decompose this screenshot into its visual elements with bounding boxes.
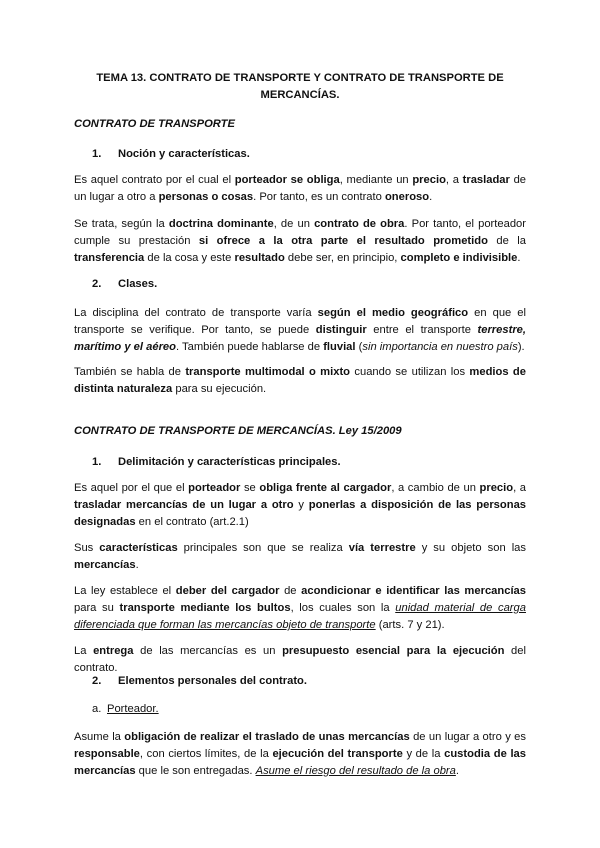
text-run: También se habla de [74, 366, 186, 378]
text-run: . Por tanto, el porteador cumple su prestación [74, 218, 526, 247]
text-run: ). [517, 341, 525, 353]
subsection-porteador [92, 701, 159, 718]
text-run: (arts. 7 y 21). [375, 619, 445, 631]
subheading-nocion [92, 146, 250, 163]
subsection-letter: a. [92, 703, 102, 715]
text-run: ponerlas a disposición de las personas designadas [74, 499, 527, 528]
text-run: . [455, 765, 459, 777]
text-run: Es aquel contrato por el cual el [74, 174, 235, 186]
subheading-clases [92, 276, 157, 293]
text-run: características [99, 542, 178, 554]
text-run: , de un [273, 218, 315, 230]
text-run: del contrato. [74, 645, 526, 674]
text-run: entrega [93, 645, 134, 657]
subheading-elementos-personales [92, 673, 307, 690]
text-run: sin importancia en nuestro país [362, 341, 518, 353]
subheading-number: 2. [92, 278, 102, 290]
text-run: en el contrato (art.2.1) [135, 516, 249, 528]
text-run: de un lugar a otro a [74, 174, 527, 203]
subheading-delimitacion [92, 454, 341, 471]
text-run: cuando se utilizan los [350, 366, 470, 378]
text-run: de las mercancías es un [133, 645, 283, 657]
paragraph-entrega [74, 643, 526, 677]
section-heading-contrato-transporte: CONTRATO DE TRANSPORTE [74, 118, 235, 130]
subheading-number: 1. [92, 456, 102, 468]
text-run: se [240, 482, 260, 494]
text-run: . [517, 252, 521, 264]
subheading-text: Elementos personales del contrato. [118, 675, 307, 687]
text-run: según el medio geográfico [317, 307, 469, 319]
text-run: , los cuales son la [290, 602, 396, 614]
text-run: Se trata, según la [74, 218, 169, 230]
text-run: fluvial [323, 341, 356, 353]
text-run: Asume el riesgo del resultado de la obra [255, 765, 456, 777]
document-title: TEMA 13. CONTRATO DE TRANSPORTE Y CONTRATO DE TRANSPORTE DE MERCANCÍAS. [96, 72, 504, 101]
text-run: trasladar [462, 174, 510, 186]
text-run: medios de distinta naturaleza [74, 366, 526, 395]
text-run: , mediante un [339, 174, 413, 186]
text-run: de [279, 585, 302, 597]
text-run: de la cosa y este [144, 252, 235, 264]
text-run: precio [479, 482, 514, 494]
text-run: Asume la [74, 731, 125, 743]
subheading-text: Clases. [118, 278, 158, 290]
text-run: La disciplina del contrato de transporte varía [74, 307, 318, 319]
text-run: y su objeto son las [415, 542, 526, 554]
text-run: obliga frente al cargador [259, 482, 392, 494]
text-run: distinguir [315, 324, 367, 336]
text-run: , con ciertos límites, de la [139, 748, 273, 760]
text-run: precio [412, 174, 446, 186]
subsection-text: Porteador. [107, 703, 159, 715]
text-run: . También puede hablarse de [175, 341, 324, 353]
text-run: oneroso [384, 191, 430, 203]
text-run: . [135, 559, 139, 571]
text-run: en que el transporte se verifique. Por tanto, se puede [74, 307, 526, 336]
text-run: trasladar mercancías de un lugar a otro [74, 499, 294, 511]
text-run: para su ejecución. [172, 383, 267, 395]
subheading-text: Delimitación y características principales. [118, 456, 341, 468]
text-run: transporte multimodal o mixto [185, 366, 351, 378]
paragraph-doctrina [74, 216, 526, 267]
text-run: La [74, 645, 94, 657]
text-run: La ley establece el [74, 585, 176, 597]
text-run: y [293, 499, 309, 511]
text-run: , a [513, 482, 526, 494]
text-run: Sus [74, 542, 100, 554]
text-run: ejecución del transporte [272, 748, 403, 760]
paragraph-multimodal [74, 364, 526, 398]
text-run: . Por tanto, es un contrato [253, 191, 385, 203]
text-run: , a cambio de un [391, 482, 480, 494]
subheading-number: 2. [92, 675, 102, 687]
paragraph-definicion [74, 172, 526, 206]
text-run: de un lugar a otro y es [409, 731, 526, 743]
section-heading-transporte-mercancias: CONTRATO DE TRANSPORTE DE MERCANCÍAS. Ley 15/2009 [74, 425, 402, 437]
paragraph-deber-cargador [74, 583, 526, 634]
text-run: transporte mediante los bultos [119, 602, 291, 614]
text-run: que le son entregadas. [135, 765, 256, 777]
text-run: . [429, 191, 433, 203]
text-run: resultado [234, 252, 285, 264]
text-run: porteador [188, 482, 241, 494]
text-run: principales son que se realiza [177, 542, 349, 554]
text-run: mercancías [74, 559, 136, 571]
paragraph-definicion-mercancias [74, 480, 526, 531]
subheading-number: 1. [92, 148, 102, 160]
text-run: para su [74, 602, 120, 614]
text-run: debe ser, en principio, [284, 252, 401, 264]
text-run: vía terrestre [348, 542, 416, 554]
paragraph-porteador [74, 729, 526, 780]
text-run: y de la [402, 748, 445, 760]
text-run: Es aquel por el que el [74, 482, 189, 494]
text-run: contrato de obra [314, 218, 405, 230]
paragraph-caracteristicas [74, 540, 526, 574]
text-run: de la [487, 235, 526, 247]
text-run: doctrina dominante [168, 218, 274, 230]
text-run: personas o cosas [158, 191, 254, 203]
text-run: ( [355, 341, 363, 353]
text-run: acondicionar e identificar las mercancías [301, 585, 526, 597]
text-run: presupuesto esencial para la ejecución [282, 645, 505, 657]
text-run: porteador se obliga [234, 174, 340, 186]
subheading-text: Noción y características. [118, 148, 250, 160]
text-run: responsable [74, 748, 140, 760]
text-run: custodia de las mercancías [74, 748, 526, 777]
paragraph-clases [74, 305, 526, 356]
text-run: si ofrece a la otra parte el resultado prometido [198, 235, 488, 247]
text-run: deber del cargador [175, 585, 280, 597]
text-run: unidad material de carga diferenciada que forman las mercancías objeto de transporte [74, 602, 526, 631]
text-run: obligación de realizar el traslado de unas mercancías [124, 731, 410, 743]
text-run: completo e indivisible [400, 252, 518, 264]
text-run: terrestre, marítimo y el aéreo [74, 324, 527, 353]
text-run: , a [445, 174, 463, 186]
text-run: entre el transporte [366, 324, 478, 336]
text-run: transferencia [74, 252, 145, 264]
